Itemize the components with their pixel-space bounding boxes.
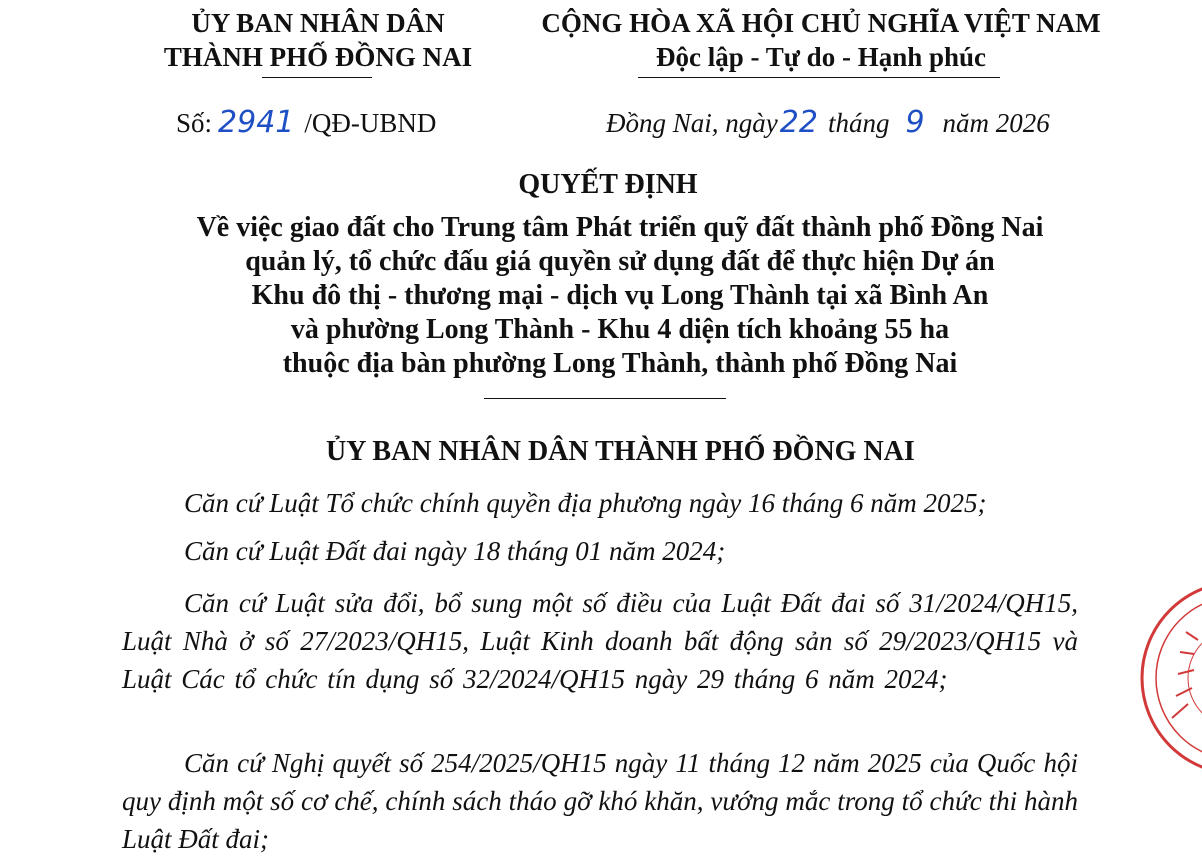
subject-line-1: Về việc giao đất cho Trung tâm Phát triển quỹ đất thành phố Đồng Nai xyxy=(196,212,1044,243)
subject-line-4: và phường Long Thành - Khu 4 diện tích khoảng 55 ha xyxy=(290,314,950,345)
legal-basis-2: Căn cứ Luật Đất đai ngày 18 tháng 01 năm 2024; xyxy=(184,536,726,566)
handwritten-month: 9 xyxy=(905,105,925,140)
issuer-underline xyxy=(262,77,372,78)
handwritten-number: 2941 xyxy=(218,105,295,140)
issuer-line-1: ỦY BAN NHÂN DÂN xyxy=(191,8,445,38)
subject-line-2: quản lý, tổ chức đấu giá quyền sử dụng đất để thực hiện Dự án xyxy=(245,246,995,277)
official-seal xyxy=(1132,578,1202,778)
issuer-name xyxy=(120,6,516,74)
legal-basis-3: Căn cứ Luật sửa đổi, bổ sung một số điều của Luật Đất đai số 31/2024/QH15, Luật Nhà ở số 27/2023/QH15, Luật Kinh doanh bất động sản số 29/2023/QH15 và Luật Các tổ chức tín dụng số 32/2024/QH15 ngày 29 tháng 6 năm 2024; xyxy=(122,588,1078,694)
authority-heading: ỦY BAN NHÂN DÂN THÀNH PHỐ ĐỒNG NAI xyxy=(326,436,915,467)
national-motto: Độc lập - Tự do - Hạnh phúc xyxy=(655,42,987,72)
decision-title: QUYẾT ĐỊNH xyxy=(518,169,698,200)
number-prefix: Số: xyxy=(176,108,213,138)
motto-underline xyxy=(638,77,1000,78)
document-number xyxy=(176,103,436,143)
date-place: Đồng Nai, ngày xyxy=(606,108,778,138)
legal-basis-4: Căn cứ Nghị quyết số 254/2025/QH15 ngày 11 tháng 12 năm 2025 của Quốc hội quy định một số cơ chế, chính sách tháo gỡ khó khăn, vướng mắc trong tổ chức thi hành Luật Đất đai; xyxy=(122,748,1078,854)
subject-line-5: thuộc địa bàn phường Long Thành, thành phố Đồng Nai xyxy=(282,348,958,379)
issuer-line-2: THÀNH PHỐ ĐỒNG NAI xyxy=(163,42,473,72)
national-title xyxy=(528,6,1114,74)
handwritten-day: 22 xyxy=(779,105,818,140)
number-suffix: /QĐ-UBND xyxy=(304,108,437,138)
document-date xyxy=(606,103,1050,143)
subject-line-3: Khu đô thị - thương mại - dịch vụ Long Thành tại xã Bình An xyxy=(251,280,989,311)
subject-divider xyxy=(484,398,726,399)
legal-basis-1: Căn cứ Luật Tổ chức chính quyền địa phương ngày 16 tháng 6 năm 2025; xyxy=(184,488,987,518)
national-title-line-1: CỘNG HÒA XÃ HỘI CHỦ NGHĨA VIỆT NAM xyxy=(541,8,1101,38)
decision-subject xyxy=(0,211,1202,381)
date-year: năm 2026 xyxy=(942,108,1050,138)
date-month-label: tháng xyxy=(827,108,890,138)
